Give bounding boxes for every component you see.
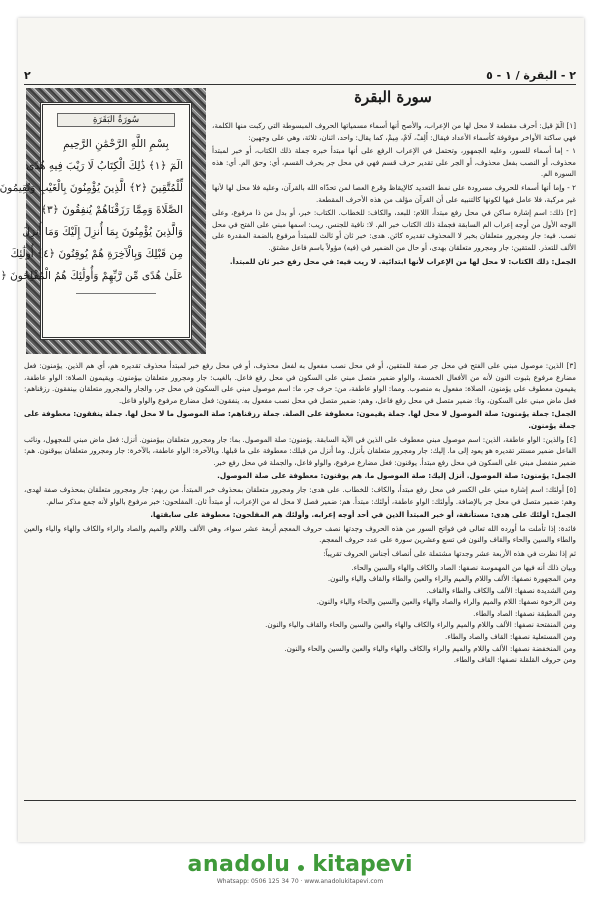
commentary-paragraph: [٢] ذلك: اسم إشارة ساكن في محل رفع مبتدأ، اللام: للبعد، والكاف: للخطاب. الكتاب: خبر، أو بدل من ذا مرفوع، وعلى الوجه الأول من أوجه إعراب الم السابقة فجملة ذلك الكتاب خبر الم. لا: نافية للجنس. ريب: اسمها مبني على الفتح في محل نصب. فيه: جار ومجرور متعلقان بخبر لا المحذوف تقديره كائن. هدى: خبر ثان أو ثالث للمبتدأ مرفوع بالضمة المقدرة على الألف للتعذر. للمتقين: جار ومجرور متعلقان بهدى، أو حال من الضمير في (فيه) مؤولاً باسم فاعل مشتق. (212, 208, 576, 252)
commentary-paragraph: [١] الٓمٓ قيل: أحرف مقطعة لا محل لها من الإعراب، والأصح أنها أسماء مسمياتها الحروف المبسوطة التي ركبت منها الكلمة، فهي ساكنة الأواخر موقوفة كأسماء الأعداد فيقال: أَلِفْ، لَامْ، مِيمْ، كما يقال: واحد، اثنان، ثلاثة، وهي على وجهين: (212, 121, 576, 142)
mushaf-line: الٓمٓ ﴿١﴾ ذَٰلِكَ الْكِتَابُ لَا رَيْبَ فِيهِ هُدًى (26, 160, 183, 172)
mushaf-line: وَالَّذِينَ يُؤْمِنُونَ بِمَا أُنزِلَ إِلَيْكَ وَمَا أُنزِلَ (22, 226, 183, 238)
mushaf-line: الصَّلَاةَ وَمِمَّا رَزَقْنَاهُمْ يُنفِقُونَ ﴿٣﴾ (40, 204, 183, 216)
mushaf-divider (76, 293, 156, 294)
bottom-rule (24, 800, 576, 801)
commentary-paragraph: ثم إذا نظرت في هذه الأربعة عشر وجدتها مشتملة على أنصاف أجناس الحروف تقريباً: (323, 548, 576, 558)
mushaf-surah-title: سُورَةُ البَقَرَةِ (57, 113, 175, 127)
commentary-paragraph: [٤] والذين: الواو عاطفة، الذين: اسم موصول مبني معطوف على الذين في الآية السابقة. يؤمنون: صلة الموصول. بما: جار ومجرور متعلقان بيؤمنون. أنزل: فعل ماض مبني للمجهول، ونائب الفاعل ضمير مستتر تقديره هو يعود إلى ما. إليك: جار ومجرور متعلقان بأنزل. وما أنزل من قبلك: معطوفة على ما قبلها. وبالآخرة: الواو عاطفة، بالآخرة: جار ومجرور متعلقان بيوقنون. هم: ضمير منفصل مبني على السكون في محل رفع مبتدأ. يوقنون: فعل مضارع مرفوع، والواو فاعل، والجملة في محل رفع خبر. (24, 434, 576, 467)
mushaf-line: بِسْمِ اللَّهِ الرَّحْمَٰنِ الرَّحِيمِ (63, 138, 169, 150)
brand-name-left: anadolu (187, 852, 291, 877)
letters-list-line: ومن الرخوة نصفها: اللام والميم والراء والصاد والهاء والعين والسين والحاء والياء والنون. (316, 597, 576, 607)
letters-list-line: ومن المطبقة نصفها: الصاد والطاء. (473, 608, 576, 618)
commentary-paragraph: الجمل: أولئك على هدى: مستأنفة، أو خبر المبتدأ الذين في أحد أوجه إعرابه. وأولئك هم المفلحون: معطوفة على سابقتها. (150, 510, 576, 520)
running-title: ٢ - البقرة / ١ - ٥ (486, 69, 576, 82)
brand-name-right: kitapevi (312, 852, 413, 877)
letters-list-line: ومن المستعلية نصفها: القاف والصاد والطاء. (445, 632, 576, 642)
commentary-paragraph: ١ - إما أسماء للسور، وعليه الجمهور، وتحتمل في الإعراب الرفع على أنها مبتدأ خبره جملة ذلك الكتاب، أو خبر لمبتدأ محذوف، أو النصب بفعل محذوف، أو الجر على تقدير حرف قسم فهي في محل جر بحرف القسم، أي: وحق الم. أي: هذه السورة الم. (212, 146, 576, 179)
letters-list-line: ومن المنخفضة نصفها: الألف واللام والميم والراء والكاف والهاء والياء والعين والسين والحاء والنون. (284, 643, 576, 653)
page-number: ٢ (24, 69, 31, 82)
commentary-paragraph: [٣] الذين: موصول مبني على الفتح في محل جر صفة للمتقين، أو في محل نصب مفعول به لفعل محذوف، أو في محل رفع خبر لمبتدأ محذوف تقديره هم، أي هم الذين. يؤمنون: فعل مضارع مرفوع بثبوت النون لأنه من الأفعال الخمسة، والواو ضمير متصل مبني على السكون في محل رفع فاعل. بالغيب: جار ومجرور متعلقان بيؤمنون. ويقيمون الصلاة: الواو عاطفة، يقيمون معطوف على يؤمنون، الصلاة: مفعول به منصوب. ومما: الواو عاطفة، من: حرف جر، ما: اسم موصول مبني على السكون في محل جر، والجار والمجرور متعلقان بينفقون. رزقناهم: فعل ماض مبني على السكون، ونا: ضمير متصل في محل رفع فاعل، وهم: ضمير متصل في محل نصب مفعول به. ينفقون: فعل مضارع مرفوع والواو فاعل. (24, 361, 576, 405)
brand-contact: Whatsapp: 0506 125 34 70 · www.anadolukitapevi.com (216, 878, 384, 885)
commentary-paragraph: الجمل: ذلك الكتاب: لا محل لها من الإعراب لأنها ابتدائية. لا ريب فيه: في محل رفع خبر ثان للمبتدأ. (229, 256, 576, 266)
commentary-paragraph: الجمل: جملة يؤمنون: صلة الموصول لا محل لها. جملة يقيمون: معطوفة على الصلة. جملة رزقناهم: صلة الموصول ما لا محل لها. جملة ينفقون: معطوفة على جملة يؤمنون. (24, 409, 576, 430)
brand-dot-icon (298, 865, 304, 871)
mushaf-line: مِن قَبْلِكَ وَبِالْآخِرَةِ هُمْ يُوقِنُونَ ﴿٤﴾ أُولَٰئِكَ (10, 248, 183, 260)
letters-list-line: ومن المجهورة نصفها: الألف واللام والميم والراء والعين والطاء والقاف والياء والنون. (327, 574, 576, 584)
store-watermark (0, 852, 600, 900)
letters-list-line: ومن حروف القلقلة نصفها: القاف والطاء. (453, 655, 576, 665)
letters-list-line: ومن الشديدة نصفها: الألف والكاف والطاء والقاف. (426, 585, 576, 595)
mushaf-line: لِّلْمُتَّقِينَ ﴿٢﴾ الَّذِينَ يُؤْمِنُونَ بِالْغَيْبِ وَيُقِيمُونَ (0, 182, 183, 194)
commentary-paragraph: الجمل: يؤمنون: صلة الموصول. أنزل إليك: صلة الموصول ما. هم يوقنون: معطوفة على صلة الموصول. (217, 471, 576, 481)
full-width-commentary (24, 360, 576, 666)
commentary-paragraph: [٥] أولئك: اسم إشارة مبني على الكسر في محل رفع مبتدأ، والكاف: للخطاب. على هدى: جار ومجرور متعلقان بمحذوف خبر المبتدأ. من ربهم: جار ومجرور متعلقان بمحذوف صفة لهدى، وهم: ضمير متصل في محل جر بالإضافة. وأولئك: الواو عاطفة، أولئك: مبتدأ. هم: ضمير فصل لا محل له من الإعراب، أو مبتدأ ثان. المفلحون: خبر مرفوع بالواو لأنه جمع مذكر سالم. (24, 484, 576, 506)
letters-list-line: ومن المنفتحة نصفها: الألف واللام والميم والراء والكاف والهاء والعين والسين والحاء والقاف والياء والنون. (265, 620, 576, 630)
commentary-paragraph: فائدة: إذا تأملت ما أورده الله تعالى في فواتح السور من هذه الحروف وجدتها نصف حروف المعجم أربعة عشر سواء، وهي الألف واللام والميم والصاد والراء والكاف والهاء والياء والعين والطاء والسين والحاء والقاف والنون في تسع وعشرين سورة على عدد حروف المعجم. (24, 523, 576, 545)
column-commentary (212, 120, 576, 269)
surah-heading: سورة البقرة (354, 88, 432, 106)
letters-list-line: وبيان ذلك أنه فيها من المهموسة نصفها: الصاد والكاف والهاء والسين والحاء. (351, 562, 576, 572)
mushaf-panel (0, 102, 192, 340)
page-header (24, 58, 576, 85)
ornamental-mushaf-frame (0, 88, 206, 354)
commentary-paragraph: ٢ - وإما أنها أسماء للحروف مسرودة على نمط التعديد كالإيقاظ وقرع العصا لمن تحدّاه الله بالقرآن، وعليه فلا محل لها لأنها غير مركبة، فلا عامل فيها لكونها كالتنبيه على أن القرآن مؤلف من هذه الأحرف المقطعة. (212, 182, 576, 204)
mushaf-line: عَلَىٰ هُدًى مِّن رَّبِّهِمْ وَأُولَٰئِكَ هُمُ الْمُفْلِحُونَ ﴿ (0, 270, 183, 282)
